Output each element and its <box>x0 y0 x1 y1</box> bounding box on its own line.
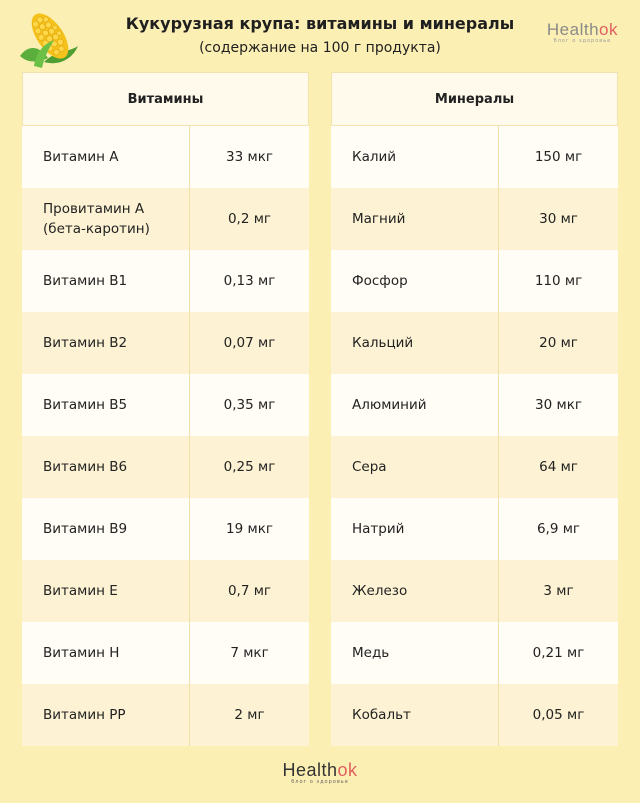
vitamin-row <box>22 498 309 560</box>
mineral-value: 3 мг <box>543 583 574 599</box>
vitamin-value: 33 мкг <box>226 149 273 165</box>
mineral-name: Медь <box>331 622 499 684</box>
mineral-row <box>331 312 618 374</box>
mineral-value: 64 мг <box>539 459 578 475</box>
mineral-value: 6,9 мг <box>536 521 581 537</box>
mineral-value: 150 мг <box>534 149 583 165</box>
brand-tagline: блог о здоровье <box>553 38 612 44</box>
vitamin-row <box>22 684 309 746</box>
mineral-name: Алюминий <box>331 374 499 436</box>
mineral-value: 30 мкг <box>535 397 582 413</box>
vitamin-name: Витамин Е <box>22 560 190 622</box>
vitamin-name: Витамин А <box>22 126 190 188</box>
minerals-header: Минералы <box>331 72 618 126</box>
mineral-name: Кобальт <box>331 684 499 746</box>
mineral-row <box>331 374 618 436</box>
mineral-value: 30 мг <box>539 211 578 227</box>
footer-logo <box>0 760 640 785</box>
vitamin-row <box>22 312 309 374</box>
footer-brand-tagline: блог о здоровье <box>291 779 349 785</box>
header <box>0 0 640 70</box>
mineral-value: 0,05 мг <box>532 707 585 723</box>
vitamin-row <box>22 126 309 188</box>
mineral-name: Кальций <box>331 312 499 374</box>
mineral-name: Железо <box>331 560 499 622</box>
mineral-row <box>331 498 618 560</box>
vitamins-body <box>22 126 309 746</box>
mineral-name: Натрий <box>331 498 499 560</box>
vitamin-name: Витамин В6 <box>22 436 190 498</box>
vitamin-name: Витамин В9 <box>22 498 190 560</box>
page-title: Кукурузная крупа: витамины и минералы <box>125 14 515 33</box>
vitamin-row <box>22 250 309 312</box>
page-subtitle: (содержание на 100 г продукта) <box>199 40 441 56</box>
mineral-name: Калий <box>331 126 499 188</box>
mineral-name: Фосфор <box>331 250 499 312</box>
mineral-row <box>331 436 618 498</box>
mineral-value: 20 мг <box>539 335 578 351</box>
mineral-value: 0,21 мг <box>532 645 585 661</box>
vitamin-name: Витамин Н <box>22 622 190 684</box>
mineral-row <box>331 188 618 250</box>
brand-name: Health <box>546 20 600 39</box>
vitamin-row <box>22 374 309 436</box>
vitamin-name: Провитамин А (бета-каротин) <box>22 188 190 250</box>
footer-brand-name: Health <box>282 760 338 780</box>
mineral-row <box>331 560 618 622</box>
vitamin-value: 0,07 мг <box>223 335 276 351</box>
vitamin-value: 19 мкг <box>226 521 273 537</box>
vitamin-row <box>22 188 309 250</box>
mineral-name: Магний <box>331 188 499 250</box>
vitamin-name: Витамин В1 <box>22 250 190 312</box>
mineral-row <box>331 126 618 188</box>
mineral-row <box>331 684 618 746</box>
mineral-row <box>331 250 618 312</box>
minerals-body <box>331 126 618 746</box>
vitamin-row <box>22 436 309 498</box>
vitamin-name: Витамин В2 <box>22 312 190 374</box>
corn-icon <box>14 4 84 70</box>
vitamin-value: 0,35 мг <box>223 397 276 413</box>
vitamin-value: 0,13 мг <box>223 273 276 289</box>
mineral-value: 110 мг <box>534 273 583 289</box>
vitamin-name: Витамин РР <box>22 684 190 746</box>
vitamin-value: 0,2 мг <box>227 211 272 227</box>
vitamin-value: 0,25 мг <box>223 459 276 475</box>
vitamin-value: 7 мкг <box>230 645 269 661</box>
minerals-table <box>331 72 618 746</box>
vitamin-value: 2 мг <box>234 707 265 723</box>
mineral-row <box>331 622 618 684</box>
vitamin-row <box>22 622 309 684</box>
vitamins-table <box>22 72 309 746</box>
vitamin-row <box>22 560 309 622</box>
vitamin-value: 0,7 мг <box>227 583 272 599</box>
vitamin-name: Витамин В5 <box>22 374 190 436</box>
footer-brand-ok: ok <box>337 760 358 780</box>
mineral-name: Сера <box>331 436 499 498</box>
brand-logo <box>547 20 618 44</box>
vitamins-header: Витамины <box>22 72 309 126</box>
brand-ok: ok <box>599 20 618 39</box>
